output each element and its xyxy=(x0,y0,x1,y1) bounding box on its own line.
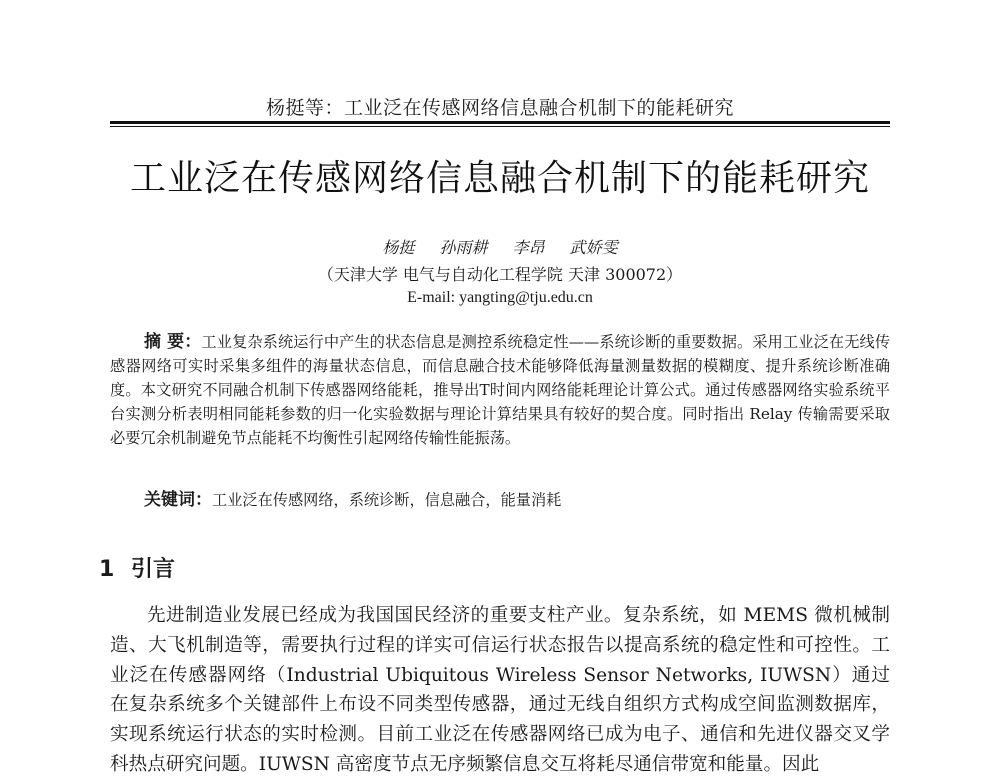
paper-title: 工业泛在传感网络信息融合机制下的能耗研究 xyxy=(129,158,870,199)
affiliation: （天津大学 电气与自动化工程学院 天津 300072） xyxy=(317,265,683,284)
body-paragraph: 先进制造业发展已经成为我国国民经济的重要支柱产业。复杂系统，如 MEMS 微机械制造、大飞机制造等，需要执行过程的详实可信运行状态报告以提高系统的稳定性和可控性。工业泛在传感器网络（Industrial Ubiquitous Wireless Sensor Networks, IUWSN）通过在复杂系统多个关键部件上布设不同类型传感器，通过无线自组织方式构成空间监测数据库，实现系统运行状态的实时检测。目前工业泛在传感器网络已成为电子、通信和先进仪器交叉学科热点研究问题。IUWSN 高密度节点无序频繁信息交互将耗尽通信带宽和能量。因此 xyxy=(110,605,890,775)
section-title: 引言 xyxy=(131,557,176,582)
header-rule-thick xyxy=(110,121,890,124)
keywords xyxy=(144,485,890,510)
abstract-label: 摘 要： xyxy=(144,332,202,352)
keywords-label: 关键词： xyxy=(144,490,212,510)
abstract xyxy=(110,330,890,450)
author-list: 杨挺 孙雨耕 李昂 武娇雯 xyxy=(382,238,618,257)
section-heading xyxy=(99,552,175,583)
author-email: E-mail: yangting@tju.edu.cn xyxy=(407,289,593,306)
running-head: 杨挺等：工业泛在传感网络信息融合机制下的能耗研究 xyxy=(265,97,734,119)
abstract-text: 工业复杂系统运行中产生的状态信息是测控系统稳定性——系统诊断的重要数据。采用工业泛在无线传感器网络可实时采集多组件的海量状态信息，而信息融合技术能够降低海量测量数据的模糊度、提升系统诊断准确度。本文研究不同融合机制下传感器网络能耗，推导出T时间内网络能耗理论计算公式。通过传感器网络实验系统平台实测分析表明相同能耗参数的归一化实验数据与理论计算结果具有较好的契合度。同时指出 Relay 传输需要采取必要冗余机制避免节点能耗不均衡性引起网络传输性能振荡。 xyxy=(110,333,891,447)
section-number: 1 xyxy=(99,557,115,582)
header-rule-thin xyxy=(110,126,890,127)
keywords-text: 工业泛在传感网络，系统诊断，信息融合，能量消耗 xyxy=(212,491,562,509)
